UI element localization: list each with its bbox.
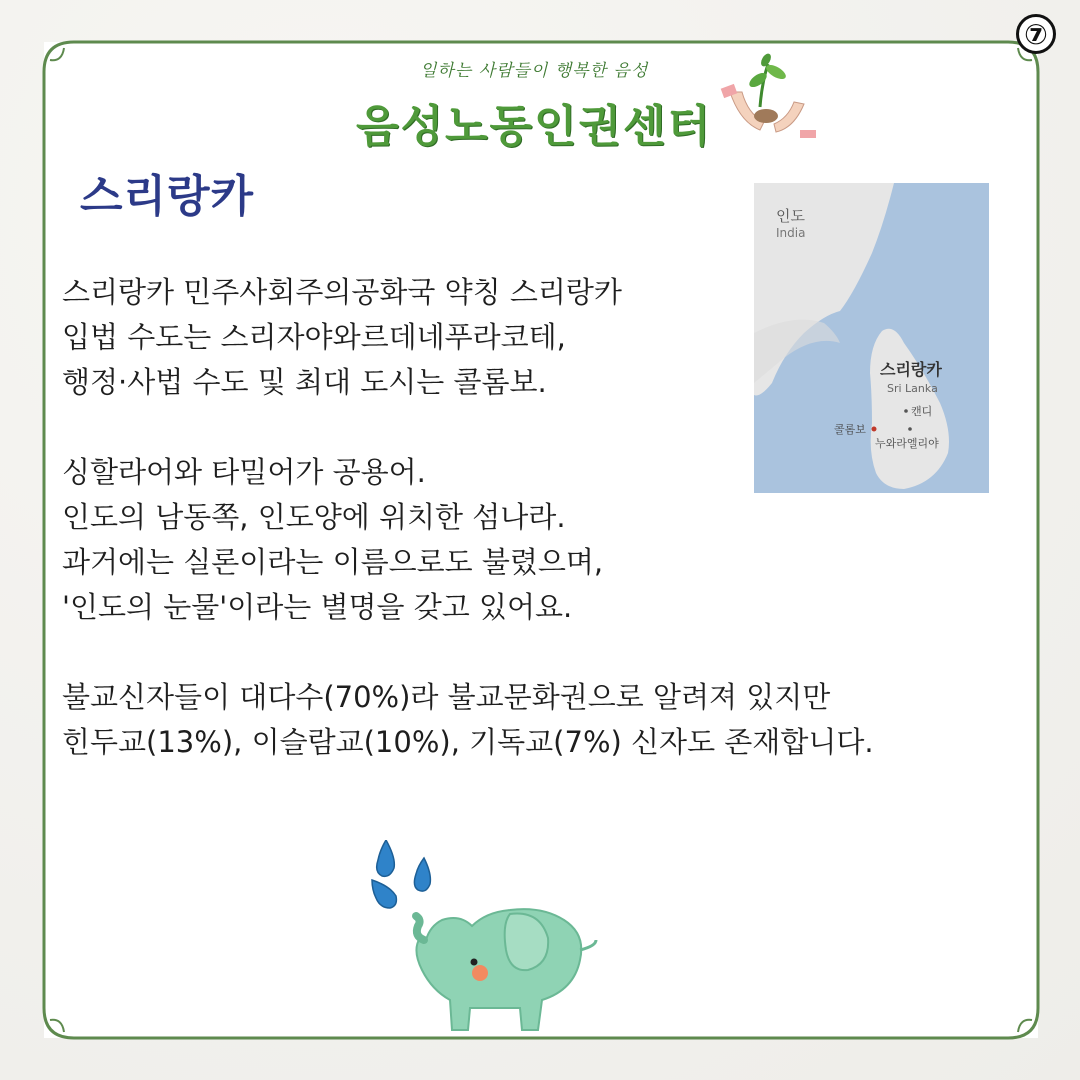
hands-sprout-icon: [720, 52, 820, 142]
map-label-srilanka-ko: 스리랑카: [880, 360, 942, 379]
page-number-badge: ⑦: [1016, 14, 1056, 54]
paragraph-line: '인도의 눈물'이라는 별명을 갖고 있어요.: [62, 590, 573, 624]
center-logo: [350, 52, 820, 152]
paragraph-line: 싱할라어와 타밀어가 공용어.: [62, 455, 426, 489]
paragraph-line: 힌두교(13%), 이슬람교(10%), 기독교(7%) 신자도 존재합니다.: [62, 725, 874, 759]
map-label-kandy: 캔디: [911, 405, 933, 418]
map-label-nuwara-eliya: 누와라엘리야: [875, 437, 939, 450]
page-title: 스리랑카: [80, 171, 255, 222]
map-label-india-ko: 인도: [776, 207, 805, 225]
paragraph-line: 스리랑카 민주사회주의공화국 약칭 스리랑카: [62, 275, 622, 309]
map-label-india-en: India: [776, 226, 806, 240]
paragraph-3: [62, 675, 992, 765]
logo-name: 음성노동인권센터: [356, 101, 713, 152]
article-body: [62, 270, 992, 810]
paragraph-line: 입법 수도는 스리자야와르데네푸라코테,: [62, 320, 566, 354]
paragraph-1: [62, 270, 992, 405]
paragraph-line: 과거에는 실론이라는 이름으로도 불렸으며,: [62, 545, 604, 579]
map-label-colombo: 콜롬보: [834, 423, 866, 436]
elephant-icon: [416, 909, 596, 1030]
water-drops-icon: [372, 840, 430, 908]
paragraph-line: 인도의 남동쪽, 인도양에 위치한 섬나라.: [62, 500, 566, 534]
paragraph-2: [62, 450, 992, 630]
map-label-srilanka-en: Sri Lanka: [887, 382, 938, 395]
paragraph-line: 불교신자들이 대다수(70%)라 불교문화권으로 알려져 있지만: [62, 680, 831, 714]
paragraph-line: 행정·사법 수도 및 최대 도시는 콜롬보.: [62, 365, 547, 399]
logo-tagline: 일하는 사람들이 행복한 음성: [420, 61, 649, 81]
elephant-illustration: [360, 840, 620, 1050]
